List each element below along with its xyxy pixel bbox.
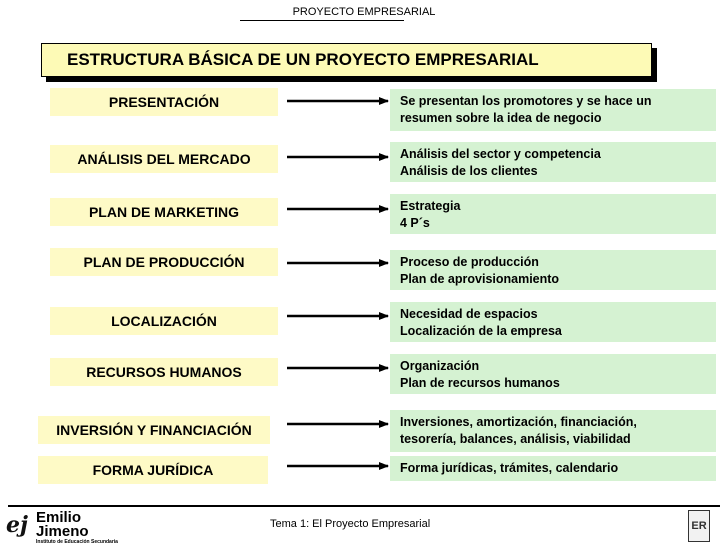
detail-line: 4 P´s — [400, 216, 430, 230]
certification-badge: ER — [688, 510, 710, 542]
detail-line: tesorería, balances, análisis, viabilidad — [400, 432, 631, 446]
step-recursos-humanos: RECURSOS HUMANOS — [50, 358, 278, 386]
detail-line: Estrategia — [400, 199, 461, 213]
main-title: ESTRUCTURA BÁSICA DE UN PROYECTO EMPRESARIAL — [41, 43, 652, 77]
detail-line: Proceso de producción — [400, 255, 539, 269]
header-title: PROYECTO EMPRESARIAL — [292, 6, 436, 18]
step-analisis-mercado: ANÁLISIS DEL MERCADO — [50, 145, 278, 173]
detail-analisis-mercado — [390, 142, 716, 182]
detail-recursos-humanos — [390, 354, 716, 394]
detail-line: Necesidad de espacios — [400, 307, 538, 321]
step-plan-produccion: PLAN DE PRODUCCIÓN — [50, 248, 278, 276]
detail-presentacion — [390, 89, 716, 131]
detail-line: Se presentan los promotores y se hace un — [400, 94, 652, 108]
logo-mark: ej — [6, 512, 28, 538]
detail-plan-marketing — [390, 194, 716, 234]
detail-plan-produccion — [390, 250, 716, 290]
footer-text: Tema 1: El Proyecto Empresarial — [270, 518, 431, 530]
detail-line: Análisis del sector y competencia — [400, 147, 601, 161]
detail-line: Plan de recursos humanos — [400, 376, 560, 390]
step-forma-juridica: FORMA JURÍDICA — [38, 456, 268, 484]
school-logo — [4, 510, 144, 544]
detail-localizacion — [390, 302, 716, 342]
footer-divider — [8, 505, 720, 507]
detail-inversion-financiacion — [390, 410, 716, 452]
detail-line: Organización — [400, 359, 480, 373]
step-presentacion: PRESENTACIÓN — [50, 88, 278, 116]
step-plan-marketing: PLAN DE MARKETING — [50, 198, 278, 226]
logo-name-line1: Emilio — [36, 509, 82, 526]
detail-line: Localización de la empresa — [400, 324, 562, 338]
detail-line: Plan de aprovisionamiento — [400, 272, 560, 286]
step-localizacion: LOCALIZACIÓN — [50, 307, 278, 335]
detail-line: Forma jurídicas, trámites, calendario — [400, 461, 619, 475]
step-inversion-financiacion: INVERSIÓN Y FINANCIACIÓN — [38, 416, 270, 444]
detail-line: Inversiones, amortización, financiación, — [400, 415, 637, 429]
logo-subtitle: Instituto de Educación Secundaria — [36, 539, 118, 545]
detail-line: Análisis de los clientes — [400, 164, 538, 178]
logo-name-line2: Jimeno — [36, 523, 89, 540]
detail-line: resumen sobre la idea de negocio — [400, 111, 602, 125]
detail-forma-juridica — [390, 456, 716, 481]
